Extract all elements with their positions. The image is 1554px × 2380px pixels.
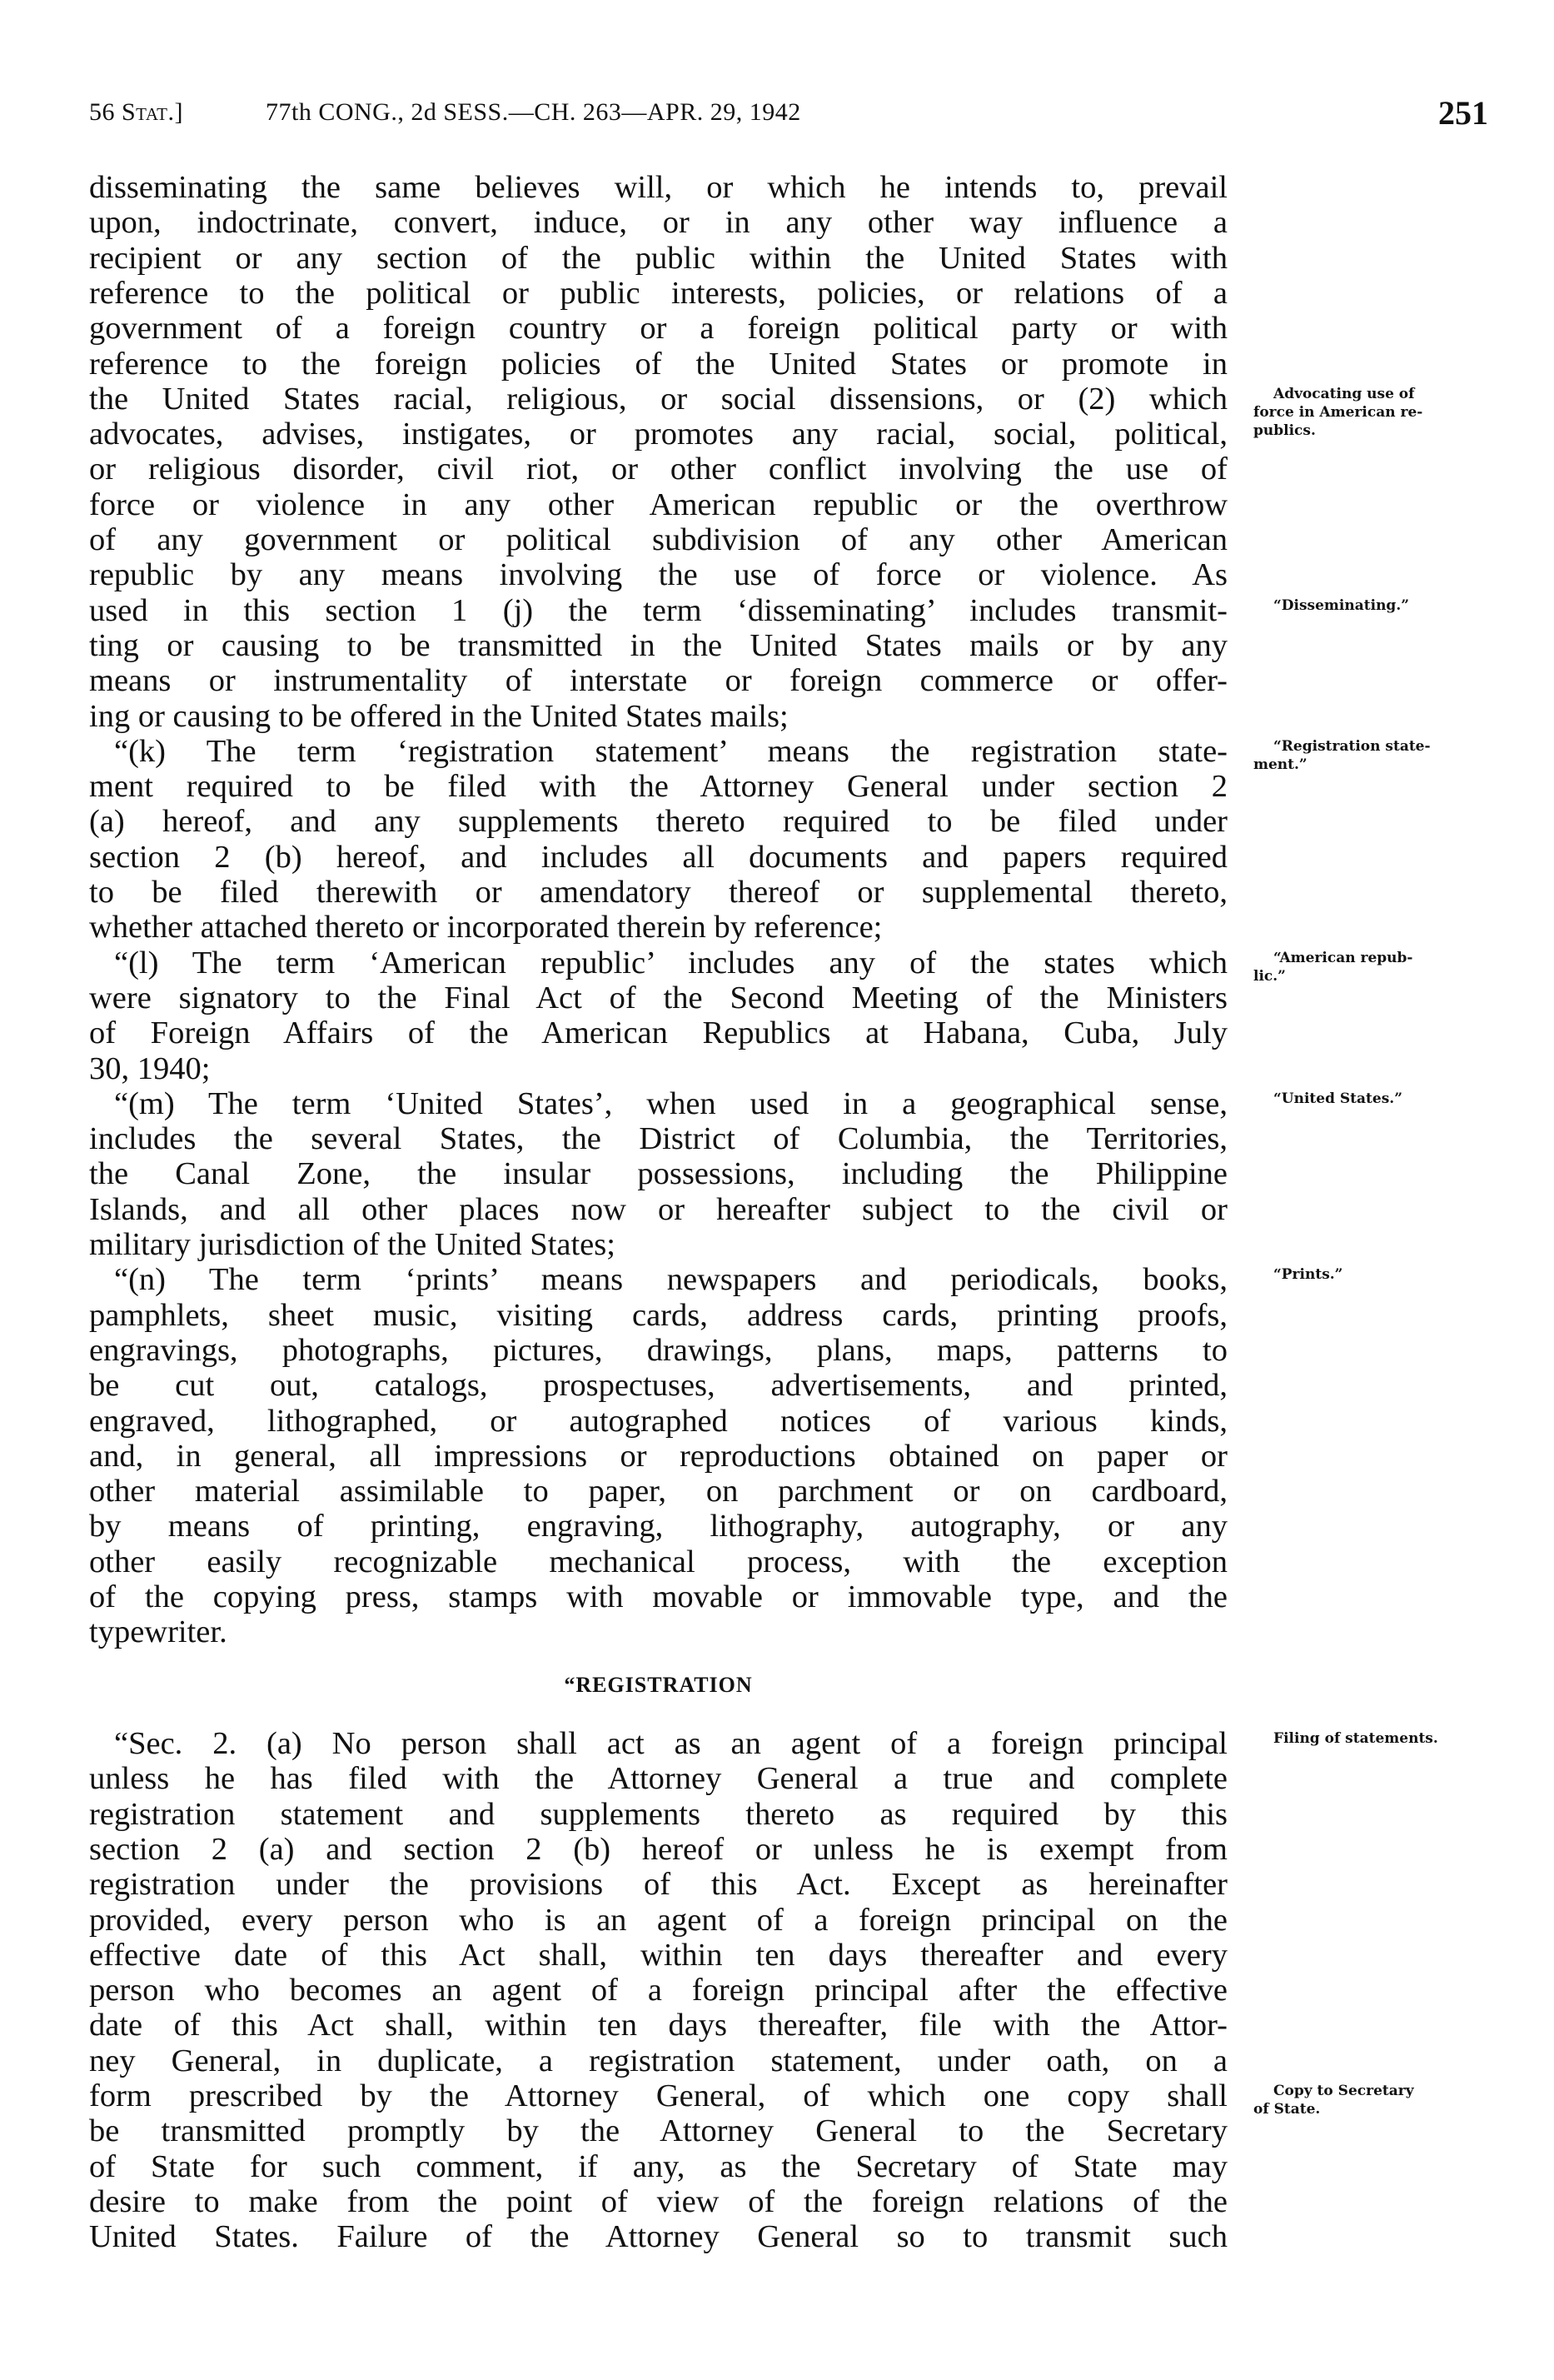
body-line: engraved, lithographed, or autographed notices of various kinds, (89, 1403, 1228, 1439)
body-line: “(n) The term ‘prints’ means newspapers and periodicals, books, (114, 1262, 1228, 1298)
body-line: and, in general, all impressions or reproductions obtained on paper or (89, 1438, 1228, 1474)
margin-note-line: lic.” (1253, 967, 1286, 985)
margin-note-line: of State. (1253, 2101, 1321, 2118)
body-line: section 2 (b) hereof, and includes all documents and papers required (89, 839, 1228, 875)
margin-note-line: force in American re- (1253, 403, 1423, 421)
margin-note (1253, 1729, 1503, 1748)
margin-note-line: publics. (1253, 422, 1316, 439)
body-line: other easily recognizable mechanical process, with the exception (89, 1544, 1228, 1579)
section-2-line: registration statement and supplements thereto as required by this (89, 1796, 1228, 1832)
section-heading: “REGISTRATION (564, 1673, 753, 1697)
body-line: military jurisdiction of the United States; (89, 1227, 615, 1262)
body-line: ment required to be filed with the Attorney General under section 2 (89, 769, 1228, 805)
body-line: of any government or political subdivision of any other American (89, 522, 1228, 557)
body-line: typewriter. (89, 1614, 227, 1650)
body-line: 30, 1940; (89, 1050, 211, 1086)
body-line: recipient or any section of the public within the United States with (89, 240, 1228, 276)
margin-note (1253, 737, 1503, 774)
margin-note-line: Advocating use of (1273, 385, 1415, 402)
body-line: “(k) The term ‘registration statement’ means the registration state- (114, 733, 1228, 769)
section-2-line: person who becomes an agent of a foreign principal after the effective (89, 1973, 1228, 2008)
body-line: force or violence in any other American republic or the overthrow (89, 486, 1228, 522)
body-line: engravings, photographs, pictures, drawings, plans, maps, patterns to (89, 1332, 1228, 1368)
margin-note (1253, 2082, 1503, 2118)
page-number: 251 (1438, 94, 1488, 132)
section-2-line: ney General, in duplicate, a registration statement, under oath, on a (89, 2043, 1228, 2078)
body-line: the United States racial, religious, or social dissensions, or (2) which (89, 381, 1228, 417)
section-2-line: United States. Failure of the Attorney General so to transmit such (89, 2219, 1228, 2255)
body-line: upon, indoctrinate, convert, induce, or in any other way influence a (89, 205, 1228, 241)
body-line: Islands, and all other places now or hereafter subject to the civil or (89, 1191, 1228, 1227)
section-2-line: unless he has filed with the Attorney General a true and complete (89, 1761, 1228, 1797)
body-line: ting or causing to be transmitted in the United States mails or by any (89, 627, 1228, 663)
body-line: or religious disorder, civil riot, or other conflict involving the use of (89, 452, 1228, 487)
section-2-line: be transmitted promptly by the Attorney General to the Secretary (89, 2113, 1228, 2149)
body-line: pamphlets, sheet music, visiting cards, address cards, printing proofs, (89, 1297, 1228, 1333)
body-line: used in this section 1 (j) the term ‘disseminating’ includes transmit- (89, 592, 1228, 628)
body-line: other material assimilable to paper, on parchment or on cardboard, (89, 1474, 1228, 1509)
margin-note-line: “Disseminating.” (1273, 596, 1410, 614)
body-line: “(m) The term ‘United States’, when used in a geographical sense, (114, 1085, 1228, 1121)
section-2-line: section 2 (a) and section 2 (b) hereof or unless he is exempt from (89, 1831, 1228, 1867)
section-2-line: form prescribed by the Attorney General, of which one copy shall (89, 2078, 1228, 2113)
margin-note (1253, 1265, 1503, 1284)
margin-note-line: “United States.” (1273, 1090, 1402, 1107)
section-2-line: registration under the provisions of this Act. Except as hereinafter (89, 1867, 1228, 1903)
section-2-line: effective date of this Act shall, within ten days thereafter and every (89, 1937, 1228, 1973)
margin-note-line: “Registration state- (1273, 737, 1431, 755)
margin-note-line: “American repub- (1273, 949, 1413, 966)
margin-note (1253, 1090, 1503, 1108)
body-line: disseminating the same believes will, or which he intends to, prevail (89, 170, 1228, 205)
body-line: government of a foreign country or a foreign political party or with (89, 311, 1228, 347)
body-line: of the copying press, stamps with movable or immovable type, and the (89, 1579, 1228, 1614)
margin-note-line: Copy to Secretary (1273, 2083, 1414, 2099)
margin-note (1253, 385, 1503, 440)
section-2-line: date of this Act shall, within ten days thereafter, file with the Attor- (89, 2008, 1228, 2043)
session-chapter-date: 77th CONG., 2d SESS.—CH. 263—APR. 29, 1942 (266, 98, 801, 126)
body-line: by means of printing, engraving, lithography, autography, or any (89, 1509, 1228, 1544)
body-line: reference to the foreign policies of the United States or promote in (89, 346, 1228, 382)
body-line: advocates, advises, instigates, or promotes any racial, social, political, (89, 417, 1228, 452)
body-line: of Foreign Affairs of the American Republics at Habana, Cuba, July (89, 1015, 1228, 1051)
margin-note-line: Filing of statements. (1273, 1730, 1438, 1747)
body-line: the Canal Zone, the insular possessions, including the Philippine (89, 1156, 1228, 1192)
body-line: “(l) The term ‘American republic’ includes any of the states which (114, 945, 1228, 980)
section-2-line: of State for such comment, if any, as the Secretary of State may (89, 2148, 1228, 2184)
body-line: (a) hereof, and any supplements thereto required to be filed under (89, 804, 1228, 840)
body-line: to be filed therewith or amendatory thereof or supplemental thereto, (89, 875, 1228, 910)
section-2-line: “Sec. 2. (a) No person shall act as an agent of a foreign principal (114, 1726, 1228, 1761)
margin-note-line: “Prints.” (1273, 1266, 1343, 1284)
volume-citation: 56 Stat.] (89, 98, 183, 126)
body-line: means or instrumentality of interstate or foreign commerce or offer- (89, 663, 1228, 699)
body-line: be cut out, catalogs, prospectuses, advertisements, and printed, (89, 1368, 1228, 1404)
body-line: ing or causing to be offered in the United States mails; (89, 698, 789, 734)
body-line: whether attached thereto or incorporated therein by reference; (89, 910, 883, 946)
body-line: were signatory to the Final Act of the Second Meeting of the Ministers (89, 980, 1228, 1015)
section-2-line: desire to make from the point of view of the foreign relations of the (89, 2183, 1228, 2219)
body-line: republic by any means involving the use of force or violence. As (89, 557, 1228, 593)
section-2-line: provided, every person who is an agent of a foreign principal on the (89, 1902, 1228, 1938)
running-header (89, 94, 1488, 135)
margin-note-line: ment.” (1253, 756, 1307, 773)
body-line: reference to the political or public interests, policies, or relations of a (89, 275, 1228, 311)
margin-note (1253, 596, 1503, 615)
margin-note (1253, 949, 1503, 985)
body-line: includes the several States, the District of Columbia, the Territories, (89, 1121, 1228, 1157)
